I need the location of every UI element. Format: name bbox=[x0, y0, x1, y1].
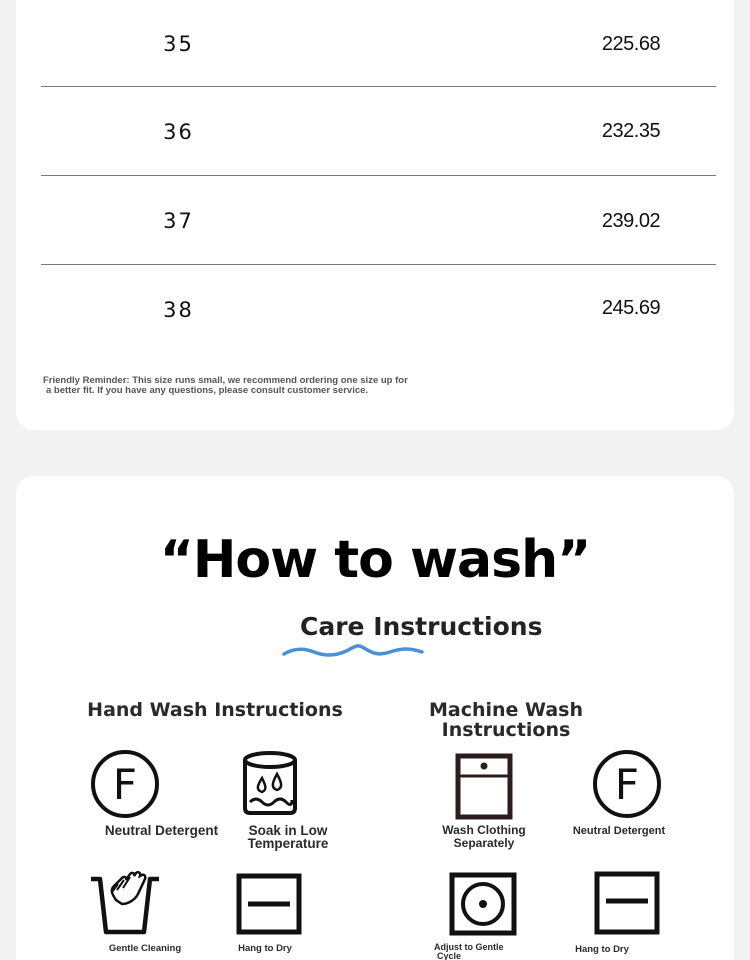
size-table-card bbox=[16, 0, 734, 430]
gentle-cycle-icon bbox=[449, 872, 517, 936]
table-row bbox=[41, 119, 716, 207]
blue-wave-underline bbox=[282, 641, 424, 661]
value-cell: 239.02 bbox=[601, 210, 661, 232]
hand-wash-heading: Hand Wash Instructions bbox=[87, 699, 343, 721]
label-line: Wash Clothing bbox=[442, 823, 526, 837]
soak-low-temperature-label: Soak in Low Temperature bbox=[247, 823, 329, 851]
machine-wash-heading bbox=[420, 700, 592, 740]
neutral-detergent-icon bbox=[591, 750, 663, 818]
value-cell: 245.69 bbox=[601, 297, 661, 319]
svg-text:F: F bbox=[614, 760, 640, 809]
wash-title: “How to wash” bbox=[159, 530, 591, 590]
hang-to-dry-icon bbox=[594, 871, 660, 935]
soak-low-temperature-icon bbox=[240, 750, 300, 816]
hand-wash-basin-icon bbox=[88, 864, 162, 936]
gentle-cleaning-label: Gentle Cleaning bbox=[108, 943, 182, 954]
gentle-cycle-label bbox=[434, 943, 518, 960]
row-divider bbox=[41, 86, 716, 87]
hang-to-dry-icon bbox=[236, 873, 302, 935]
machine-wash-heading-line: Machine Wash bbox=[429, 699, 583, 721]
size-cell: 36 bbox=[163, 120, 194, 144]
label-line: Separately bbox=[453, 836, 515, 850]
machine-neutral-detergent-label: Neutral Detergent bbox=[572, 825, 666, 837]
wash-separately-label bbox=[430, 824, 538, 850]
label-line: Adjust to Gentle bbox=[434, 942, 504, 952]
friendly-reminder bbox=[43, 376, 463, 395]
size-cell: 38 bbox=[163, 298, 194, 322]
svg-text:F: F bbox=[112, 760, 138, 809]
label-line: Cycle bbox=[437, 951, 462, 960]
hand-neutral-detergent-label: Neutral Detergent bbox=[104, 823, 219, 838]
size-cell: 35 bbox=[163, 32, 194, 56]
row-divider bbox=[41, 175, 716, 176]
care-subtitle: Care Instructions bbox=[300, 612, 543, 641]
care-instructions-card bbox=[16, 476, 734, 960]
reminder-line: a better fit. If you have any questions, please consult customer service. bbox=[46, 384, 369, 396]
table-row bbox=[41, 30, 716, 118]
machine-wash-heading-line: Instructions bbox=[441, 719, 571, 741]
table-row bbox=[41, 208, 716, 296]
value-cell: 232.35 bbox=[601, 120, 661, 142]
size-cell: 37 bbox=[163, 209, 194, 233]
value-cell: 225.68 bbox=[601, 33, 661, 55]
hand-hang-to-dry-label: Hang to Dry bbox=[238, 943, 292, 954]
neutral-detergent-icon bbox=[89, 750, 161, 818]
reminder-line: Friendly Reminder: This size runs small, we recommend ordering one size up for bbox=[43, 375, 408, 386]
table-row bbox=[41, 296, 716, 384]
machine-hang-to-dry-label: Hang to Dry bbox=[575, 944, 629, 955]
row-divider bbox=[41, 264, 716, 265]
washing-machine-icon bbox=[455, 753, 513, 820]
